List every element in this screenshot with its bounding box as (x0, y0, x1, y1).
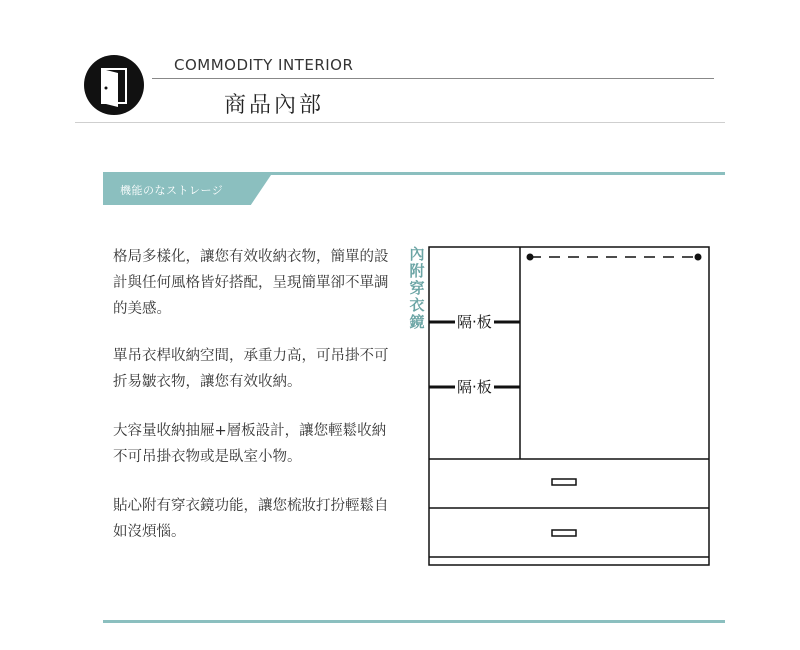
header-bottom-divider (75, 122, 725, 123)
header-title-zh: 商品內部 (224, 93, 325, 118)
rod-end-right (695, 254, 702, 261)
description-paragraph-3: 大容量收納抽屜+層板設計，讓您輕鬆收納不可吊掛衣物或是臥室小物。 (113, 423, 387, 465)
mirror-label: 內附穿衣鏡 (409, 245, 425, 331)
header-divider (152, 78, 714, 79)
description-paragraph-4: 貼心附有穿衣鏡功能，讓您梳妝打扮輕鬆自如沒煩惱。 (113, 498, 389, 540)
rod-end-left (527, 254, 534, 261)
wardrobe-diagram (405, 240, 720, 570)
section-tab-label: 機能のなストレージ (120, 184, 224, 197)
shelf-label-1: 隔·板 (457, 313, 492, 331)
description-paragraph-2: 單吊衣桿收納空間，承重力高，可吊掛不可折易皺衣物，讓您有效收納。 (113, 348, 389, 390)
drawer-handle-bottom (552, 530, 576, 536)
door-icon-graphic (84, 55, 144, 115)
section-accent-line (103, 172, 725, 175)
door-icon (84, 55, 144, 115)
drawer-handle-top (552, 479, 576, 485)
shelf-label-2: 隔·板 (457, 378, 492, 396)
description-paragraph-1: 格局多樣化，讓您有效收納衣物，簡單的設計與任何風格皆好搭配，呈現簡單卻不單調的美感。 (113, 249, 389, 317)
header-title-en: COMMODITY INTERIOR (174, 56, 354, 74)
footer-accent-line (103, 620, 725, 623)
wardrobe-frame (429, 247, 709, 565)
